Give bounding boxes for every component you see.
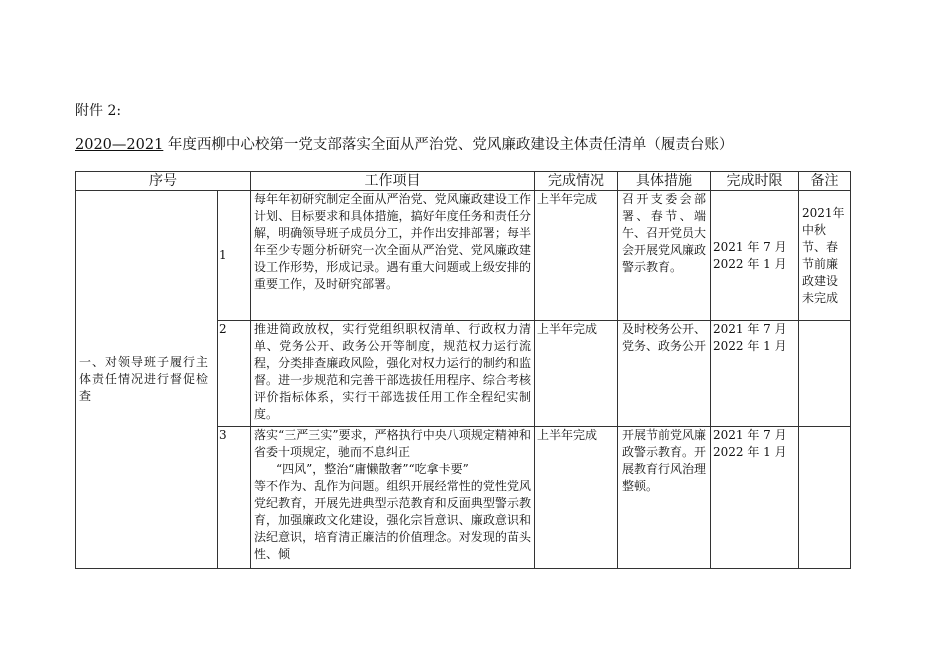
note-cell: [799, 321, 851, 427]
work-item: [251, 427, 535, 569]
responsibility-table: [75, 171, 851, 569]
note-cell: 2021年中秋节、春节前廉政建设未完成: [799, 191, 851, 321]
work-text: 等不作为、乱作为问题。组织开展经常性的党性党风党纪教育，开展先进典型示范教育和反面典型警示教育，加强廉政文化建设，强化宗旨意识、廉政意识和法纪意识，培育清正廉洁的价值理念。对发现的苗头性、倾: [254, 479, 531, 561]
deadline-line: 2021 年 7 月: [713, 239, 787, 254]
title-text: 年度西柳中心校第一党支部落实全面从严治党、党风廉政建设主体责任清单（履责台账）: [163, 137, 734, 153]
attachment-label: 附件 2:: [75, 103, 122, 119]
measures-cell: 及时校务公开、党务、政务公开: [618, 321, 711, 427]
note-cell: [799, 427, 851, 569]
category-cell: 一、对领导班子履行主体责任情况进行督促检查: [76, 191, 218, 569]
deadline-line: 2022 年 1 月: [713, 256, 787, 271]
row-number: 2: [218, 321, 251, 427]
work-text: 落实“三严三实”要求，严格执行中央八项规定精神和省委十项规定，驰而不息纠正: [254, 428, 531, 459]
work-text: “四风”，整治“庸懒散奢”“吃拿卡要”: [276, 462, 469, 476]
title-years: 2020—2021: [75, 137, 164, 153]
status-cell: 上半年完成: [535, 191, 618, 321]
measures-cell: 召开支委会部署、春节、端午、召开党员大会开展党风廉政警示教育。: [618, 191, 711, 321]
col-header-number: 序号: [76, 172, 251, 191]
deadline-line: 2022 年 1 月: [713, 339, 787, 353]
col-header-deadline: 完成时限: [711, 172, 799, 191]
col-header-measures: 具体措施: [618, 172, 711, 191]
work-item: 推进简政放权，实行党组织职权清单、行政权力清单、党务公开、政务公开等制度，规范权力运行流程，分类排查廉政风险，强化对权力运行的制约和监督。进一步规范和完善干部选拔任用程序、综合考核评价指标体系，实行干部选拔任用工作全程纪实制度。: [251, 321, 535, 427]
table-row: [76, 191, 851, 321]
header-row: [76, 172, 851, 191]
measures-cell: 开展节前党风廉政警示教育。开展教育行风治理整顿。: [618, 427, 711, 569]
row-number: 1: [218, 191, 251, 321]
deadline-cell: [711, 191, 799, 321]
col-header-status: 完成情况: [535, 172, 618, 191]
deadline-cell: [711, 321, 799, 427]
col-header-work: 工作项目: [251, 172, 535, 191]
deadline-line: 2021 年 7 月: [713, 322, 787, 336]
deadline-line: 2022 年 1 月: [713, 445, 787, 459]
col-header-note: 备注: [799, 172, 851, 191]
work-item: 每年年初研究制定全面从严治党、党风廉政建设工作计划、目标要求和具体措施，搞好年度任务和责任分解，明确领导班子成员分工，并作出安排部署；每半年至少专题分析研究一次全面从严治党、党风廉政建设工作形势，形成记录。遇有重大问题或上级安排的重要工作，及时研究部署。: [251, 191, 535, 321]
row-number: 3: [218, 427, 251, 569]
status-cell: 上半年完成: [535, 321, 618, 427]
deadline-cell: [711, 427, 799, 569]
document-title: [75, 133, 733, 154]
deadline-line: 2021 年 7 月: [713, 428, 787, 442]
status-cell: 上半年完成: [535, 427, 618, 569]
